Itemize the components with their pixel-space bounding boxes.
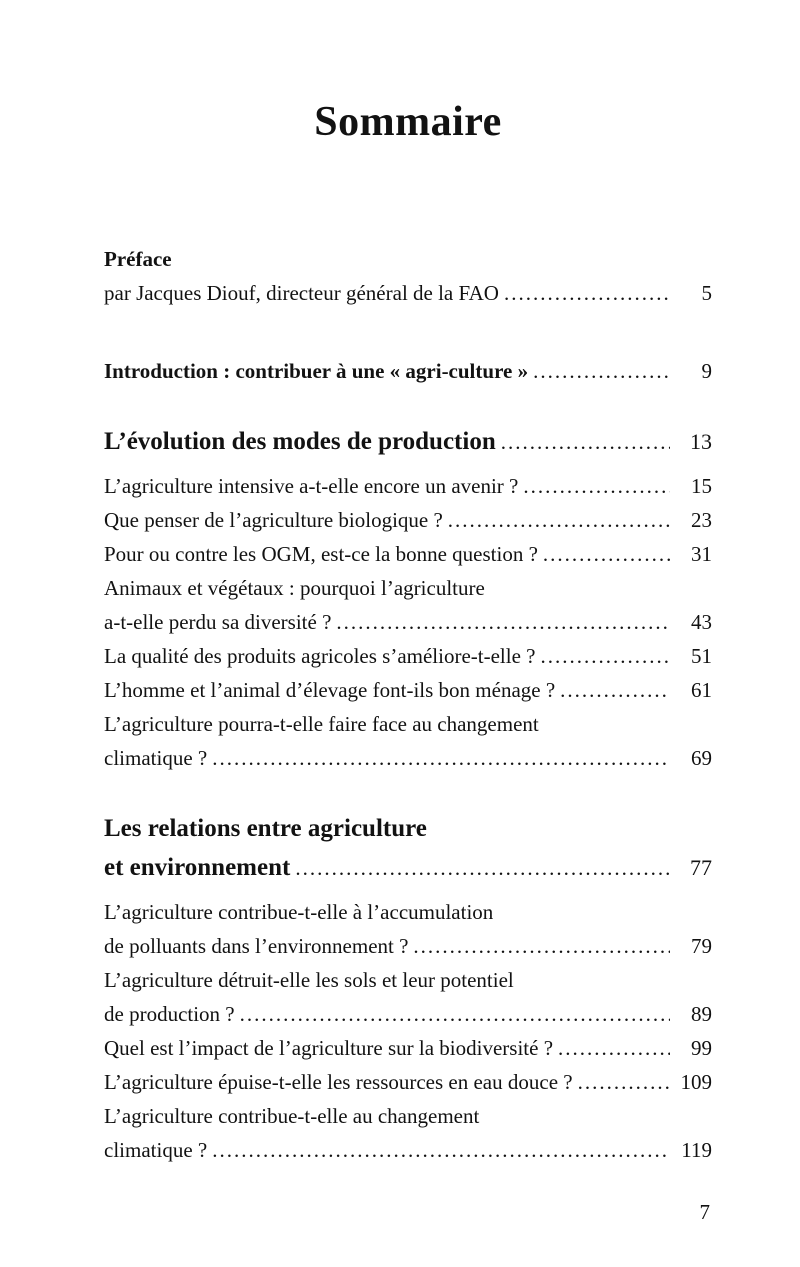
toc-entry-text: de polluants dans l’environnement ? [104,934,409,958]
toc-entry-page: 99 [691,1036,712,1060]
toc-entry [104,571,712,639]
toc-entry-line [104,1031,712,1065]
dot-leader [240,997,670,1031]
toc-entry-line [104,422,712,462]
toc-entry-page: 43 [691,610,712,634]
toc-entry [104,895,712,963]
toc-entry-line [104,809,712,848]
toc-entry-text: climatique ? [104,1138,208,1162]
toc-entry [104,276,712,310]
toc-entry-text: Pour ou contre les OGM, est-ce la bonne question ? [104,542,538,566]
toc-entry-page: 15 [691,474,712,498]
dot-leader [501,423,670,462]
toc-entry-page: 77 [690,855,712,880]
dot-leader [212,1133,670,1167]
toc-entry-page: 109 [680,1070,712,1094]
toc-entry-page: 69 [691,746,712,770]
toc-entry-text: L’évolution des modes de production [104,428,496,455]
toc-entry-line [104,354,712,388]
toc-entry-text: L’agriculture pourra-t-elle faire face au changement [104,712,539,736]
toc-entry [104,1065,712,1099]
toc-entry [104,537,712,571]
toc-entry-page: 9 [701,359,712,383]
toc-entry-line [104,639,712,673]
toc-entry-text: Quel est l’impact de l’agriculture sur la biodiversité ? [104,1036,554,1060]
toc-entry-line [104,848,712,888]
toc-entry-text: et environnement [104,854,291,881]
toc-entry-line [104,929,712,963]
toc-entry-line [104,1065,712,1099]
toc-entry-text: de production ? [104,1002,235,1026]
toc-entry-line [104,469,712,503]
toc-entry-line [104,571,712,605]
toc-entry-page: 89 [691,1002,712,1026]
toc-entry-text: L’agriculture contribue-t-elle au changement [104,1104,480,1128]
toc-entry-text: Introduction : contribuer à une « agri-culture » [104,359,529,383]
dot-leader [336,605,670,639]
toc-entry-line [104,741,712,775]
toc-list [104,242,712,1167]
toc-entry-line [104,1099,712,1133]
dot-leader [560,673,670,707]
toc-entry-text: L’homme et l’animal d’élevage font-ils bon ménage ? [104,678,556,702]
toc-entry [104,354,712,388]
dot-leader [558,1031,670,1065]
toc-entry-page: 23 [691,508,712,532]
toc-entry [104,422,712,462]
toc-entry-text: Les relations entre agriculture [104,815,427,842]
dot-leader [212,741,670,775]
toc-entry [104,639,712,673]
toc-entry-text: Préface [104,247,172,271]
toc-entry-page: 119 [681,1138,712,1162]
dot-leader [504,276,670,310]
dot-leader [533,354,670,388]
toc-entry [104,242,712,276]
dot-leader [448,503,670,537]
toc-entry-line [104,895,712,929]
toc-entry-text: L’agriculture épuise-t-elle les ressources en eau douce ? [104,1070,573,1094]
toc-entry-line [104,963,712,997]
toc-entry-text: L’agriculture intensive a-t-elle encore un avenir ? [104,474,519,498]
toc-entry [104,809,712,888]
toc-entry [104,963,712,1031]
dot-leader [541,639,671,673]
dot-leader [413,929,670,963]
toc-entry-text: L’agriculture contribue-t-elle à l’accumulation [104,900,494,924]
toc-entry [104,707,712,775]
dot-leader [578,1065,670,1099]
toc-entry [104,1099,712,1167]
toc-entry-text: a-t-elle perdu sa diversité ? [104,610,332,634]
dot-leader [543,537,670,571]
toc-entry-line [104,242,712,276]
page-number: 7 [699,1200,710,1224]
toc-entry [104,469,712,503]
toc-entry-line [104,673,712,707]
toc-entry [104,673,712,707]
toc-entry-page: 31 [691,542,712,566]
toc-entry-text: La qualité des produits agricoles s’améliore-t-elle ? [104,644,536,668]
toc-entry-text: L’agriculture détruit-elle les sols et leur potentiel [104,968,514,992]
toc-entry-page: 5 [701,281,712,305]
toc-entry [104,503,712,537]
toc-entry-text: climatique ? [104,746,208,770]
page-title: Sommaire [314,99,502,145]
toc-entry-line [104,276,712,310]
toc-entry-line [104,707,712,741]
toc-entry-line [104,605,712,639]
dot-leader [295,849,670,888]
toc-entry-text: Que penser de l’agriculture biologique ? [104,508,443,532]
toc-entry [104,1031,712,1065]
dot-leader [523,469,670,503]
toc-entry-line [104,1133,712,1167]
toc-entry-line [104,503,712,537]
toc-entry-page: 79 [691,934,712,958]
toc-entry-line [104,537,712,571]
toc-entry-line [104,997,712,1031]
toc-entry-text: par Jacques Diouf, directeur général de la FAO [104,281,499,305]
toc-entry-page: 51 [691,644,712,668]
toc-entry-text: Animaux et végétaux : pourquoi l’agriculture [104,576,485,600]
toc-entry-page: 13 [690,429,712,454]
toc-entry-page: 61 [691,678,712,702]
